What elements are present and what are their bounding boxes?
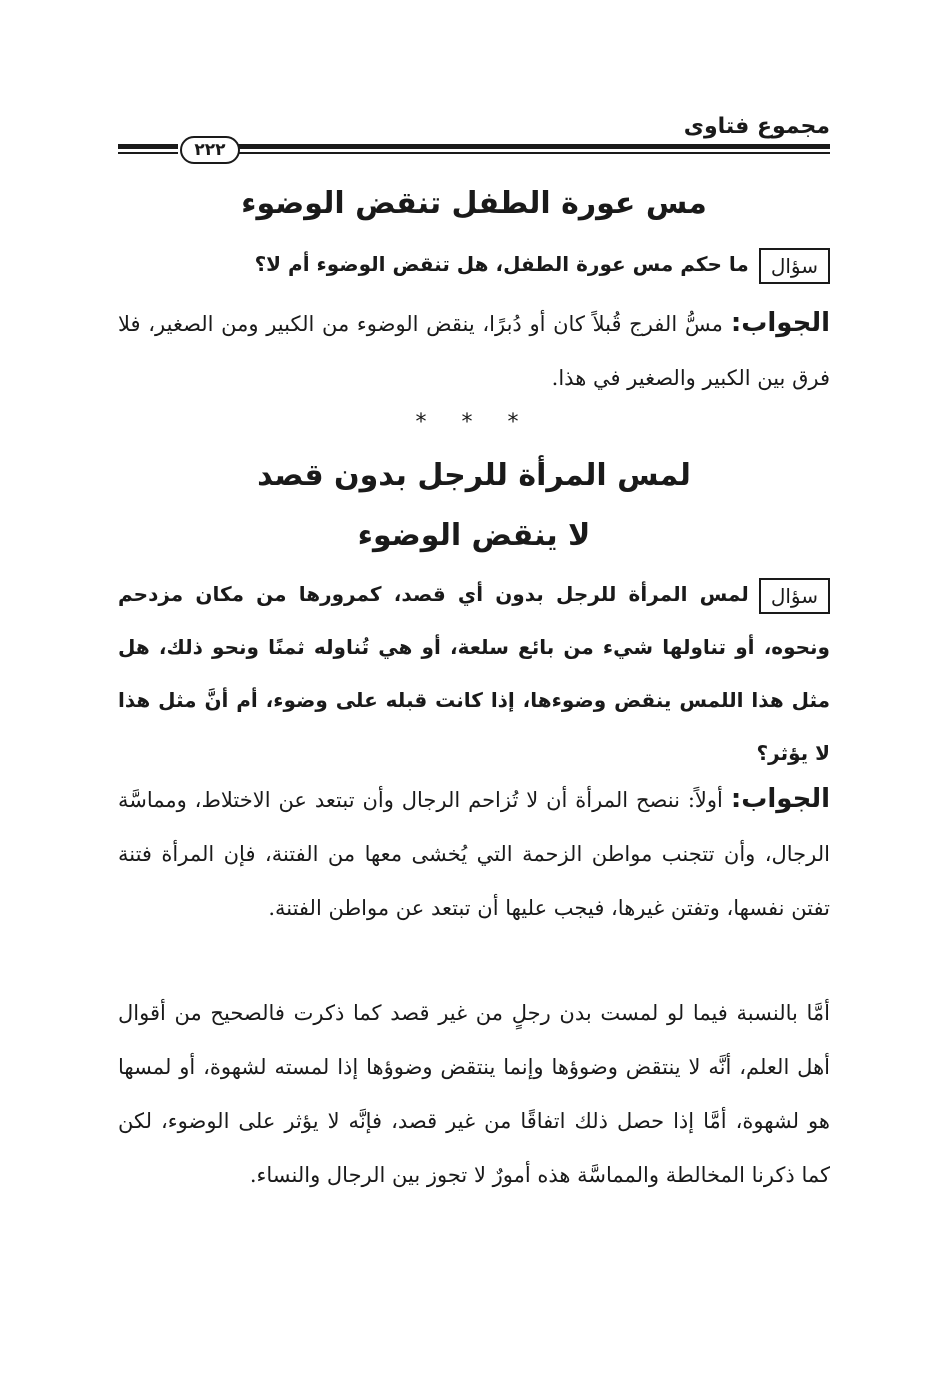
header-rule-thin <box>238 152 830 154</box>
question-text: ما حكم مس عورة الطفل، هل تنقض الوضوء أم لا؟ <box>254 252 749 276</box>
answer-text: أولاً: ننصح المرأة أن لا تُزاحم الرجال وأن تبتعد عن الاختلاط، ومماسَّة الرجال، وأن تتجنب مواطن الزحمة التي يُخشى معها من الفتنة، فإن المرأة فتنة تفتن نفسها، وتفتن غيرها، فيجب عليها أن تبتعد عن مواطن الفتنة. <box>118 788 830 920</box>
question-text: لمس المرأة للرجل بدون أي قصد، كمرورها من مكان مزدحم ونحوه، أو تناولها شيء من بائع سلعة، أو هي تُناوله ثمنًا ونحو ذلك، هل مثل هذا اللمس ينقض وضوءها، إذا كانت قبله على وضوء، أم أنَّ مثل هذا لا يؤثر؟ <box>118 582 830 765</box>
answer-text: مسُّ الفرج قُبلاً كان أو دُبرًا، ينقض الوضوء من الكبير ومن الصغير، فلا فرق بين الكبير والصغير في هذا. <box>118 312 830 390</box>
section-separator: * * * <box>415 410 533 435</box>
question-1 <box>118 238 830 291</box>
answer-2-paragraph-1 <box>118 772 830 935</box>
section-heading-1: مس عورة الطفل تنقض الوضوء <box>241 186 707 221</box>
answer-2-paragraph-2 <box>118 986 830 1202</box>
section-heading-2-line-1: لمس المرأة للرجل بدون قصد <box>257 458 691 493</box>
question-label: سؤال <box>759 578 830 614</box>
header-rule-left-thin <box>118 152 178 154</box>
answer-label: الجواب: <box>730 308 830 338</box>
header-rule-thick <box>238 144 830 149</box>
answer-1 <box>118 296 830 405</box>
book-page <box>118 0 830 1384</box>
answer-text: أمَّا بالنسبة فيما لو لمست بدن رجلٍ من غير قصد كما ذكرت فالصحيح من أقوال أهل العلم، أنَّه لا ينتقض وضوؤها وإنما ينتقض وضوؤها إذا لمسته لشهوة، أو لمسها هو لشهوة، أمَّا إذا حصل ذلك اتفاقًا من غير قصد، فإنَّه لا يؤثر على الوضوء، لكن كما ذكرنا المخالطة والمماسَّة هذه أمورٌ لا تجوز بين الرجال والنساء. <box>118 1001 830 1187</box>
header-rule <box>118 136 830 162</box>
header-rule-left-thick <box>118 144 178 149</box>
page-number: ٢٢٢ <box>180 136 240 164</box>
answer-label: الجواب: <box>730 784 830 814</box>
question-label: سؤال <box>759 248 830 284</box>
question-2 <box>118 568 830 780</box>
section-heading-2-line-2: لا ينقض الوضوء <box>357 518 591 553</box>
running-title: مجموع فتاوى <box>683 114 830 139</box>
page-header <box>118 112 830 162</box>
